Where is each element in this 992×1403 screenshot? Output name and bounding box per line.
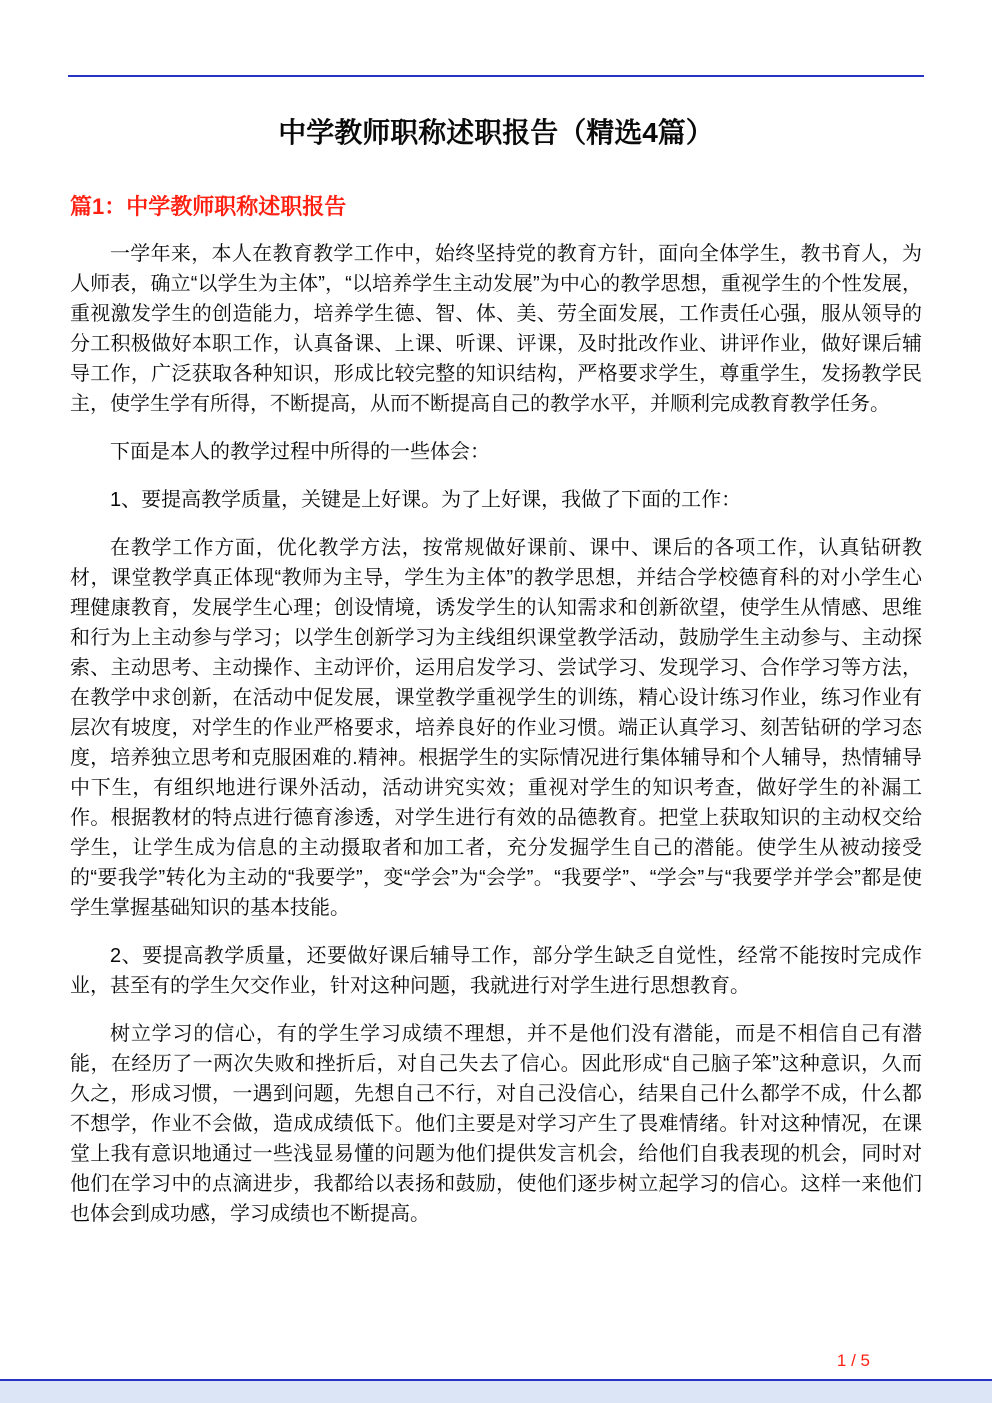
document-content — [70, 0, 922, 1247]
document-title: 中学教师职称述职报告（精选4篇） — [278, 117, 714, 148]
bottom-strip — [0, 1381, 992, 1403]
paragraph-4: 在教学工作方面，优化教学方法，按常规做好课前、课中、课后的各项工作，认真钻研教材，课堂教学真正体现“教师为主导，学生为主体”的教学思想，并结合学校德育科的对小学生心理健康教育，发展学生心理；创设情境，诱发学生的认知需求和创新欲望，使学生从情感、思维和行为上主动参与学习；以学生创新学习为主线组织课堂教学活动，鼓励学生主动参与、主动探索、主动思考、主动操作、主动评价，运用启发学习、尝试学习、发现学习、合作学习等方法，在教学中求创新，在活动中促发展，课堂教学重视学生的训练，精心设计练习作业，练习作业有层次有坡度，对学生的作业严格要求，培养良好的作业习惯。端正认真学习、刻苦钻研的学习态度，培养独立思考和克服困难的.精神。根据学生的实际情况进行集体辅导和个人辅导，热情辅导中下生，有组织地进行课外活动，活动讲究实效；重视对学生的知识考查，做好学生的补漏工作。根据教材的特点进行德育渗透，对学生进行有效的品德教育。把堂上获取知识的主动权交给学生，让学生成为信息的主动摄取者和加工者，充分发掘学生自己的潜能。使学生从被动接受的“要我学”转化为主动的“我要学”，变“学会”为“会学”。“我要学”、“学会”与“我要学并学会”都是使学生掌握基础知识的基本技能。 — [70, 537, 922, 919]
page-number: 1 / 5 — [836, 1351, 870, 1370]
paragraph-5: 2、要提高教学质量，还要做好课后辅导工作，部分学生缺乏自觉性，经常不能按时完成作业，甚至有的学生欠交作业，针对这种问题，我就进行对学生进行思想教育。 — [70, 945, 922, 997]
section-heading: 篇1：中学教师职称述职报告 — [70, 194, 347, 219]
document-body — [70, 239, 922, 1229]
paragraph-2: 下面是本人的教学过程中所得的一些体会： — [110, 441, 490, 463]
paragraph-3: 1、要提高教学质量，关键是上好课。为了上好课，我做了下面的工作： — [110, 489, 742, 511]
paragraph-6: 树立学习的信心，有的学生学习成绩不理想，并不是他们没有潜能，而是不相信自己有潜能，在经历了一两次失败和挫折后，对自己失去了信心。因此形成“自己脑子笨”这种意识，久而久之，形成习惯，一遇到问题，先想自己不行，对自己没信心，结果自己什么都学不成，什么都不想学，作业不会做，造成成绩低下。他们主要是对学习产生了畏难情绪。针对这种情况，在课堂上我有意识地通过一些浅显易懂的问题为他们提供发言机会，给他们自我表现的机会，同时对他们在学习中的点滴进步，我都给以表扬和鼓励，使他们逐步树立起学习的信心。这样一来他们也体会到成功感，学习成绩也不断提高。 — [70, 1023, 922, 1225]
paragraph-1: 一学年来，本人在教育教学工作中，始终坚持党的教育方针，面向全体学生，教书育人，为人师表，确立“以学生为主体”，“以培养学生主动发展”为中心的教学思想，重视学生的个性发展，重视激发学生的创造能力，培养学生德、智、体、美、劳全面发展，工作责任心强，服从领导的分工积极做好本职工作，认真备课、上课、听课、评课，及时批改作业、讲评作业，做好课后辅导工作，广泛获取各种知识，形成比较完整的知识结构，严格要求学生，尊重学生，发扬教学民主，使学生学有所得，不断提高，从而不断提高自己的教学水平，并顺利完成教育教学任务。 — [70, 243, 922, 415]
